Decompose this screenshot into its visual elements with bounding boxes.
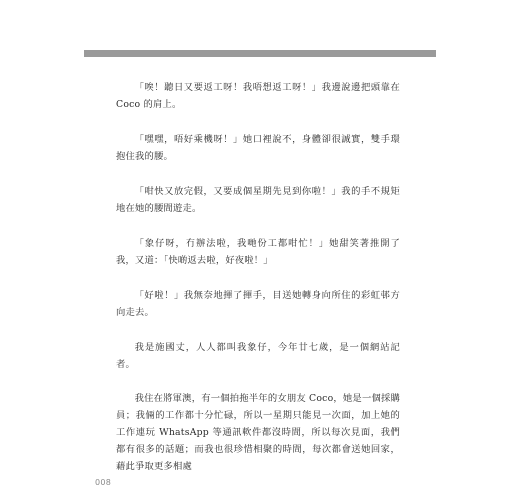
body-text	[116, 79, 400, 493]
header-rule	[84, 50, 436, 57]
page-number: 008	[95, 478, 112, 487]
paragraph: 「唉！聽日又要返工呀！我唔想返工呀！」我邊說邊把頭靠在 Coco 的肩上。	[116, 82, 400, 110]
paragraph: 「象仔呀，冇辦法啦，我哋份工都咁忙！」她甜笑著推開了我，又道：「快啲返去啦，好夜啦！」	[116, 238, 400, 266]
paragraph: 我住在將軍澳，有一個拍拖半年的女朋友 Coco，她是一個採購員；我倆的工作都十分忙碌，所以一星期只能見一次面，加上她的工作連玩 WhatsApp 等通訊軟件都沒時間，所以每次見面，我們都有很多的話題；而我也很珍惜相聚的時間，每次都會送她回家，藉此爭取更多相處	[116, 393, 400, 472]
paragraph: 「嘿嘿，唔好乘機呀！」她口裡說不，身體卻很誠實，雙手環抱住我的腰。	[116, 134, 400, 162]
paragraph: 「咁快又放完假，又要成個星期先見到你啦！」我的手不規矩地在她的腰間遊走。	[116, 186, 400, 214]
paragraph: 「好啦！」我無奈地揮了揮手，目送她轉身向所住的彩虹邨方向走去。	[116, 290, 400, 318]
paragraph: 我是施國丈，人人都叫我象仔，今年廿七歲，是一個網站記者。	[116, 342, 400, 370]
